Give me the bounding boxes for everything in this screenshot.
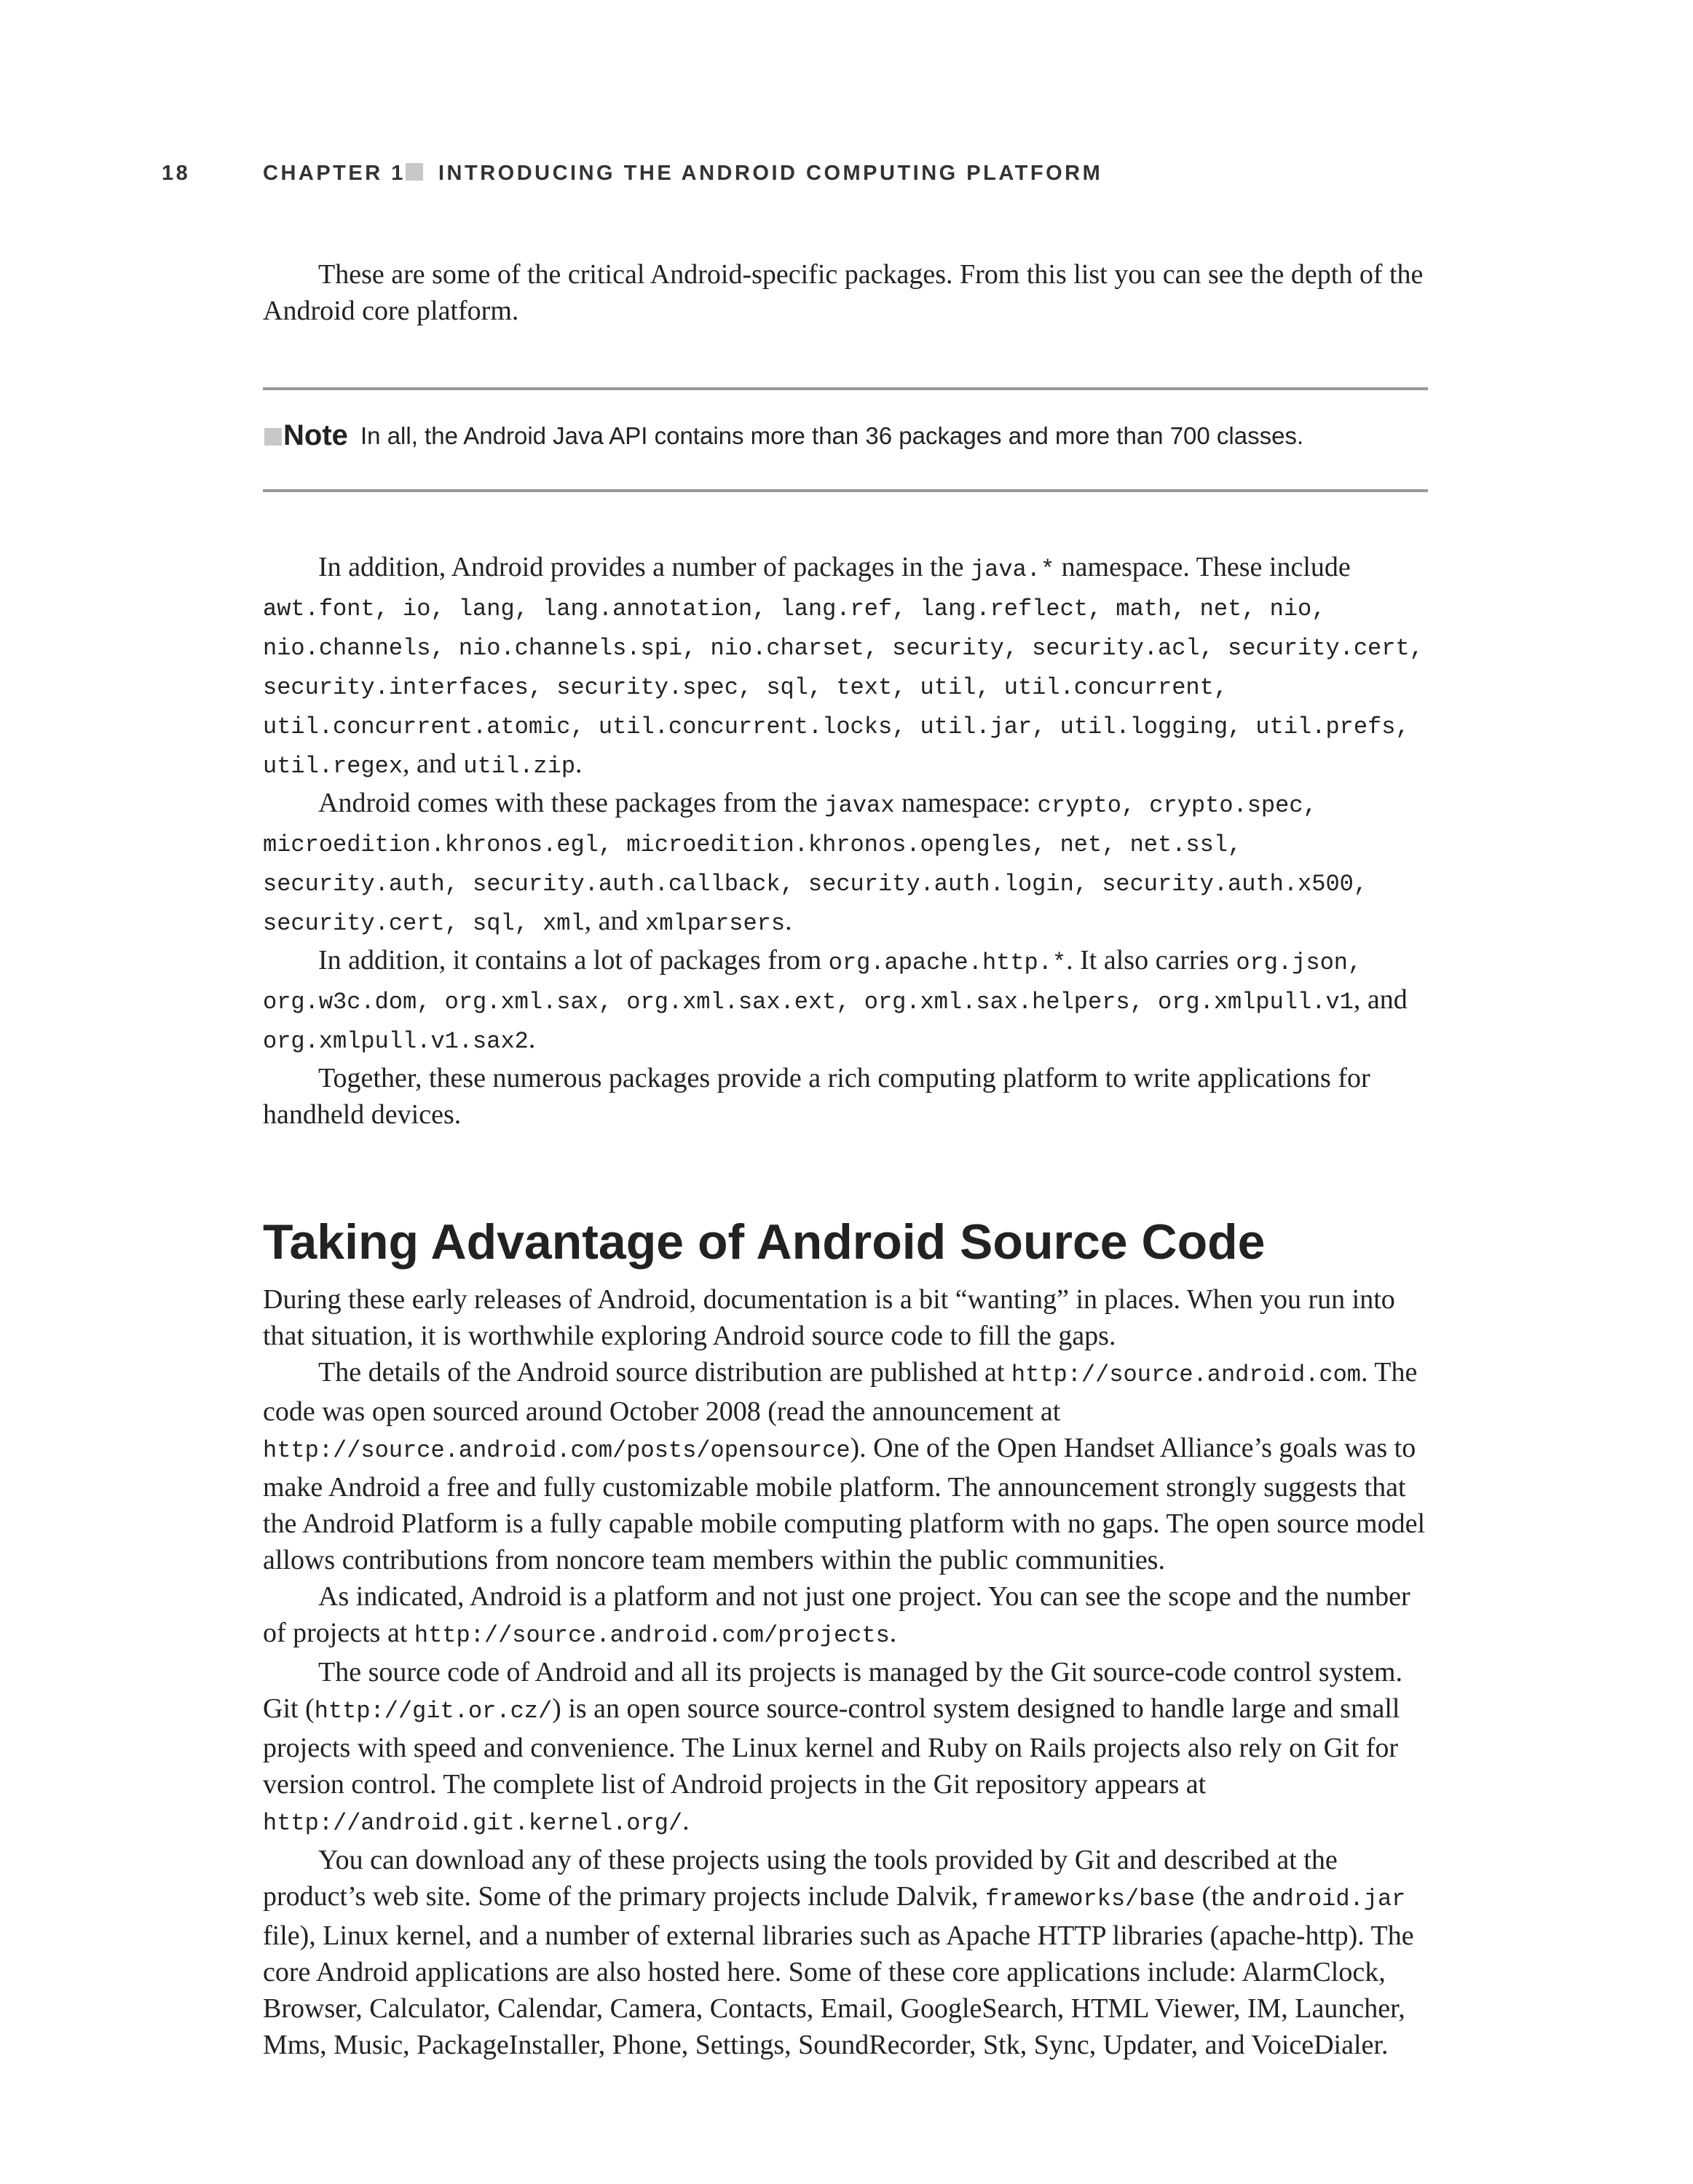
source-code-paragraph-5: You can download any of these projects using the tools provided by Git and described at the product’s web site. Some of the primary projects include Dalvik, frameworks/base (the android.jar file), Linux kernel, and a number of external libraries such as Apache HTTP libraries (apache-http). The core Android applications are also hosted here. Some of these core applications include: AlarmClock, Browser, Calculator, Calendar, Camera, Contacts, Email, GoogleSearch, HTML Viewer, IM, Launcher, Mms, Music, PackageInstaller, Phone, Settings, SoundRecorder, Stk, Sync, Updater, and VoiceDialer. xyxy=(263,1845,1414,2060)
note-box xyxy=(263,387,1428,492)
java-namespace: java.* xyxy=(970,556,1055,583)
apache-packages-paragraph: In addition, it contains a lot of packages from org.apache.http.*. It also carries org.json, org.w3c.dom, org.xml.sax, org.xml.sax.ext, org.xml.sax.helpers, org.xmlpull.v1, and org.xmlpull.v1.sax2. xyxy=(263,945,1408,1055)
opensource-announcement-link[interactable]: http://source.android.com/posts/opensource xyxy=(263,1437,851,1464)
note-label: Note xyxy=(283,419,348,451)
source-android-link[interactable]: http://source.android.com xyxy=(1011,1361,1361,1388)
javax-packages-paragraph: Android comes with these packages from the javax namespace: crypto, crypto.spec, microedition.khronos.egl, microedition.khronos.opengles, net, net.ssl, security.auth, security.auth.callback, security.auth.login, security.auth.x500, security.cert, sql, xml, and xmlparsers. xyxy=(263,788,1368,937)
page-number: 18 xyxy=(162,162,191,185)
page-body xyxy=(263,256,1428,2063)
git-link[interactable]: http://git.or.cz/ xyxy=(314,1698,553,1725)
source-code-paragraph-2: The details of the Android source distribution are published at http://source.android.com. The code was open sourced around October 2008 (read the announcement at http://source.android.com/posts/opensource). One of the Open Handset Alliance’s goals was to make Android a free and fully customizable mobile platform. The announcement strongly suggests that the Android Platform is a fully capable mobile computing platform with no gaps. The open source model allows contributions from noncore team members within the public communities. xyxy=(263,1357,1426,1575)
android-jar-code: android.jar xyxy=(1252,1886,1406,1912)
source-code-paragraph-4: The source code of Android and all its projects is managed by the Git source-code control system. Git (http://git.or.cz/) is an open source source-control system designed to handle large and small projects with speed and convenience. The Linux kernel and Ruby on Rails projects also rely on Git for version control. The complete list of Android projects in the Git repository appears at http://android.git.kernel.org/. xyxy=(263,1657,1402,1837)
org-package-list: org.json, org.w3c.dom, org.xml.sax, org.xml.sax.ext, org.xml.sax.helpers, org.xmlpull.v1 xyxy=(263,949,1362,1016)
javax-package-list: crypto, crypto.spec, microedition.khronos.egl, microedition.khronos.opengles, net, net.ssl, security.auth, security.auth.callback, security.auth.login, security.auth.x500, security.cert, sql, xml xyxy=(263,792,1368,937)
note-square-icon xyxy=(264,428,282,446)
chapter-label: CHAPTER 1 xyxy=(263,162,406,185)
frameworks-base-code: frameworks/base xyxy=(985,1886,1196,1912)
running-header xyxy=(162,162,1472,191)
section-heading: Taking Advantage of Android Source Code xyxy=(263,1214,1266,1270)
chapter-title: INTRODUCING THE ANDROID COMPUTING PLATFORM xyxy=(438,162,1103,185)
javax-namespace: javax xyxy=(824,792,895,819)
intro-paragraph: These are some of the critical Android-specific packages. From this list you can see the depth of the Android core platform. xyxy=(263,259,1424,326)
note-text: In all, the Android Java API contains more than 36 packages and more than 700 classes. xyxy=(360,422,1304,449)
android-git-kernel-link[interactable]: http://android.git.kernel.org/ xyxy=(263,1810,683,1837)
header-separator-square-icon xyxy=(406,163,423,181)
source-code-paragraph-1: During these early releases of Android, documentation is a bit “wanting” in places. When you run into that situation, it is worthwhile exploring Android source code to fill the gaps. xyxy=(263,1284,1395,1351)
java-package-list: awt.font, io, lang, lang.annotation, lang.ref, lang.reflect, math, net, nio, nio.channels, nio.channels.spi, nio.charset, security, security.acl, security.cert, security.interfaces, security.spec, sql, text, util, util.concurrent, util.concurrent.atomic, util.concurrent.locks, util.jar, util.logging, util.prefs, util.regex xyxy=(263,596,1424,780)
apache-namespace: org.apache.http.* xyxy=(828,949,1067,976)
java-packages-paragraph: In addition, Android provides a number of packages in the java.* namespace. These include awt.font, io, lang, lang.annotation, lang.ref, lang.reflect, math, net, nio, nio.channels, nio.channels.spi, nio.charset, security, security.acl, security.cert, security.interfaces, security.spec, sql, text, util, util.concurrent, util.concurrent.atomic, util.concurrent.locks, util.jar, util.logging, util.prefs, util.regex, and util.zip. xyxy=(263,552,1424,780)
together-paragraph: Together, these numerous packages provide a rich computing platform to write applications for handheld devices. xyxy=(263,1063,1370,1130)
projects-link[interactable]: http://source.android.com/projects xyxy=(414,1622,890,1649)
source-code-paragraph-3: As indicated, Android is a platform and not just one project. You can see the scope and the number of projects at http://source.android.com/projects. xyxy=(263,1581,1410,1649)
